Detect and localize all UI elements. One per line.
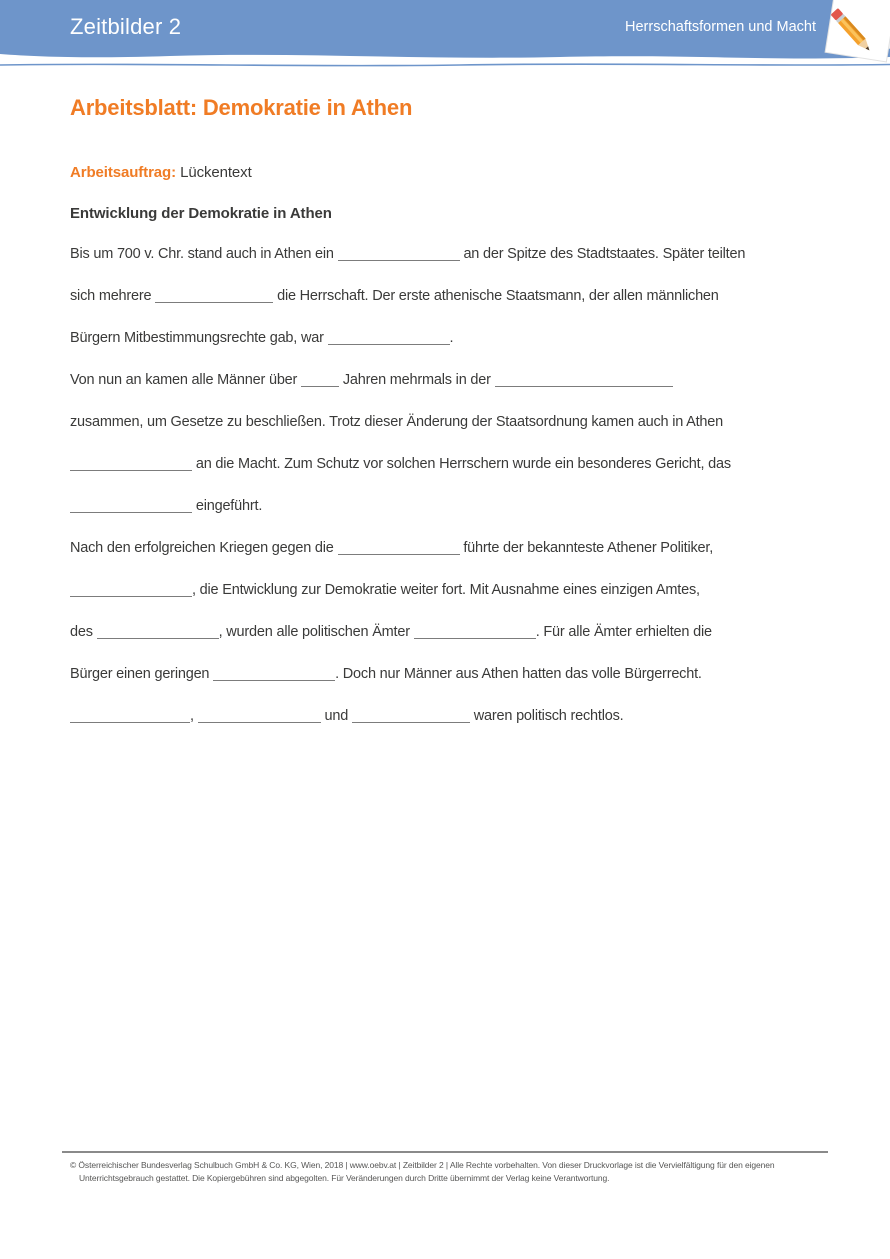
- worksheet-line: [70, 569, 822, 611]
- fill-in-blank: [70, 458, 192, 471]
- fill-in-blank: [198, 710, 321, 723]
- fill-in-blank: [352, 710, 470, 723]
- worksheet-text: Bürger einen geringen: [70, 666, 214, 682]
- fill-in-blank: [495, 374, 673, 387]
- footer-line-2: Unterrichtsgebrauch gestattet. Die Kopiergebühren sind abgegolten. Für Veränderungen durch Dritte übernimmt der Verlag keine Verantwortung.: [79, 1172, 610, 1183]
- worksheet-text: , wurden alle politischen Ämter: [218, 624, 414, 640]
- worksheet-line: [70, 485, 822, 527]
- worksheet-line: [70, 317, 822, 359]
- worksheet-text: und: [320, 708, 352, 724]
- header-wave-edge: [0, 48, 890, 70]
- worksheet-text: an der Spitze des Stadtstaates. Später teilten: [459, 246, 746, 262]
- worksheet-line: [70, 695, 822, 737]
- fill-in-blank: [328, 332, 450, 345]
- worksheet-body: [70, 233, 822, 737]
- worksheet-text: Von nun an kamen alle Männer über: [70, 372, 301, 388]
- fill-in-blank: [97, 626, 219, 639]
- task-label: Arbeitsauftrag:: [70, 164, 177, 181]
- worksheet-text: Bürgern Mitbestimmungsrechte gab, war: [70, 330, 328, 346]
- footer-divider: [62, 1151, 828, 1153]
- task-text: Lückentext: [180, 164, 252, 181]
- worksheet-text: sich mehrere: [70, 288, 156, 304]
- worksheet-text: an die Macht. Zum Schutz vor solchen Herrschern wurde ein besonderes Gericht, das: [192, 456, 731, 472]
- worksheet-line: [70, 527, 822, 569]
- section-heading: Entwicklung der Demokratie in Athen: [70, 205, 332, 222]
- worksheet-text: waren politisch rechtlos.: [469, 708, 624, 724]
- footer-line-1: © Österreichischer Bundesverlag Schulbuch GmbH & Co. KG, Wien, 2018 | www.oebv.at | Zeitbilder 2 | Alle Rechte vorbehalten. Von dieser Druckvorlage ist die Vervielfältigung für den eigenen: [70, 1160, 775, 1170]
- worksheet-line: [70, 233, 822, 275]
- worksheet-text: . Doch nur Männer aus Athen hatten das volle Bürgerrecht.: [335, 666, 702, 682]
- worksheet-text: , die Entwicklung zur Demokratie weiter fort. Mit Ausnahme eines einzigen Amtes,: [192, 582, 700, 598]
- worksheet-text: . Für alle Ämter erhielten die: [535, 624, 712, 640]
- fill-in-blank: [155, 290, 273, 303]
- worksheet-text: Nach den erfolgreichen Kriegen gegen die: [70, 540, 338, 556]
- worksheet-text: ,: [190, 708, 198, 724]
- pencil-icon: [814, 0, 890, 82]
- fill-in-blank: [213, 668, 335, 681]
- worksheet-text: .: [449, 330, 454, 346]
- worksheet-text: die Herrschaft. Der erste athenische Staatsmann, der allen männlichen: [273, 288, 719, 304]
- task-line: [70, 164, 822, 182]
- worksheet-text: zusammen, um Gesetze zu beschließen. Trotz dieser Änderung der Staatsordnung kamen auch in Athen: [70, 414, 724, 430]
- footer-copyright: [70, 1159, 830, 1184]
- worksheet-text: Bis um 700 v. Chr. stand auch in Athen ein: [70, 246, 338, 262]
- chapter-title: Herrschaftsformen und Macht: [625, 19, 816, 35]
- book-title: Zeitbilder 2: [70, 14, 182, 39]
- worksheet-text: eingeführt.: [192, 498, 263, 514]
- worksheet-text: Jahren mehrmals in der: [339, 372, 495, 388]
- fill-in-blank: [70, 500, 192, 513]
- fill-in-blank: [414, 626, 536, 639]
- page-title: Arbeitsblatt: Demokratie in Athen: [70, 95, 413, 120]
- fill-in-blank: [70, 584, 192, 597]
- worksheet-text: führte der bekannteste Athener Politiker,: [459, 540, 714, 556]
- worksheet-line: [70, 653, 822, 695]
- fill-in-blank: [301, 374, 339, 387]
- worksheet-line: [70, 359, 822, 401]
- worksheet-text: des: [70, 624, 97, 640]
- fill-in-blank: [70, 710, 190, 723]
- worksheet-line: [70, 611, 822, 653]
- fill-in-blank: [338, 248, 460, 261]
- content-area: [70, 70, 822, 737]
- worksheet-line: [70, 275, 822, 317]
- fill-in-blank: [338, 542, 460, 555]
- header-bar: [0, 0, 890, 48]
- worksheet-line: [70, 401, 822, 443]
- worksheet-line: [70, 443, 822, 485]
